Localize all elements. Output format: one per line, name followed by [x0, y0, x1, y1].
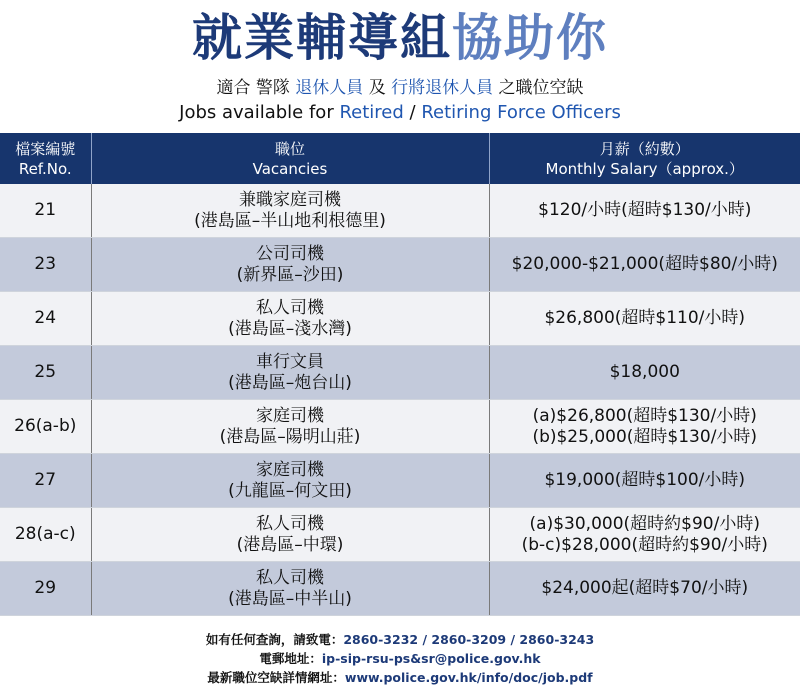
- table-row: [0, 400, 800, 454]
- banner-title: [192, 8, 608, 68]
- vacancy-title: 私人司機: [256, 567, 324, 588]
- salary-cell: [489, 238, 800, 292]
- banner-title-part-2: 協助你: [452, 9, 608, 67]
- ref-cell: 23: [0, 238, 91, 292]
- vacancy-title: 車行文員: [256, 351, 324, 372]
- vacancy-cell: [91, 562, 489, 616]
- subtitle-english: [0, 100, 800, 126]
- table-row: [0, 346, 800, 400]
- vacancy-location: (港島區–炮台山): [228, 372, 352, 393]
- header-salary: [489, 133, 800, 184]
- subtitle-en-highlight-1: Retired: [339, 102, 404, 123]
- web-label: 最新職位空缺詳情網址：: [207, 670, 345, 685]
- phone-line: [0, 630, 800, 649]
- header-ref-cn: 檔案編號: [15, 139, 76, 158]
- email-line: [0, 649, 800, 668]
- table-header-row: [0, 133, 800, 184]
- table-row: [0, 238, 800, 292]
- header-salary-en: Monthly Salary（approx.）: [545, 159, 744, 178]
- salary-line: (b)$25,000(超時$130/小時): [532, 426, 758, 447]
- vacancy-cell: [91, 454, 489, 508]
- salary-line: $24,000起(超時$70/小時): [541, 578, 749, 598]
- vacancy-cell: [91, 238, 489, 292]
- salary-line: $26,800(超時$110/小時): [544, 308, 746, 328]
- salary-cell: [489, 562, 800, 616]
- vacancy-location: (港島區–中半山): [228, 588, 352, 609]
- vacancy-location: (港島區–半山地利根德里): [194, 210, 386, 231]
- subtitle-cn-highlight-1: 退休人員: [295, 78, 364, 98]
- subtitle-en-highlight-2: Retiring Force Officers: [421, 102, 621, 123]
- subtitle-cn-text-1: 適合 警隊: [216, 78, 296, 98]
- ref-cell: 21: [0, 184, 91, 238]
- phone-label: 如有任何查詢，請致電：: [205, 632, 344, 647]
- vacancy-location: (港島區–陽明山莊): [219, 426, 361, 447]
- header-vacancies: [91, 133, 489, 184]
- subtitle-chinese: [0, 76, 800, 100]
- table-row: [0, 292, 800, 346]
- ref-cell: 25: [0, 346, 91, 400]
- banner: [0, 0, 800, 76]
- email-label: 電郵地址：: [259, 651, 322, 666]
- salary-line: (a)$26,800(超時$130/小時): [532, 405, 757, 426]
- subtitle-cn-text-3: 之職位空缺: [493, 78, 584, 98]
- header-ref-en: Ref.No.: [18, 159, 72, 178]
- email-link[interactable]: ip-sip-rsu-ps&sr@police.gov.hk: [321, 651, 541, 666]
- ref-cell: 29: [0, 562, 91, 616]
- subtitle-en-text-1: Jobs available for: [179, 102, 340, 123]
- subtitle-en-text-2: /: [403, 102, 422, 123]
- vacancy-location: (港島區–淺水灣): [228, 318, 352, 339]
- salary-cell: [489, 400, 800, 454]
- contact-footer: [0, 630, 800, 687]
- vacancy-cell: [91, 184, 489, 238]
- header-ref: [0, 133, 91, 184]
- salary-cell: [489, 292, 800, 346]
- vacancy-location: (新界區–沙田): [236, 264, 344, 285]
- table-row: [0, 508, 800, 562]
- salary-cell: [489, 454, 800, 508]
- salary-line: $20,000-$21,000(超時$80/小時): [511, 254, 778, 274]
- vacancy-title: 私人司機: [256, 297, 324, 318]
- salary-line: $19,000(超時$100/小時): [544, 470, 746, 490]
- vacancy-table: [0, 133, 800, 616]
- vacancy-title: 家庭司機: [256, 405, 324, 426]
- header-salary-cn: 月薪（約數）: [599, 139, 690, 158]
- salary-line: (a)$30,000(超時約$90/小時): [529, 513, 760, 534]
- table-row: [0, 184, 800, 238]
- vacancy-cell: [91, 346, 489, 400]
- web-link[interactable]: www.police.gov.hk/info/doc/job.pdf: [344, 670, 593, 685]
- salary-cell: [489, 346, 800, 400]
- ref-cell: 27: [0, 454, 91, 508]
- ref-cell: 24: [0, 292, 91, 346]
- subtitle-cn-highlight-2: 行將退休人員: [391, 78, 494, 98]
- ref-cell: 26(a-b): [0, 400, 91, 454]
- vacancy-location: (九龍區–何文田): [228, 480, 352, 501]
- salary-line: $18,000: [609, 362, 680, 382]
- vacancy-title: 私人司機: [256, 513, 324, 534]
- header-vacancies-cn: 職位: [274, 139, 305, 158]
- salary-cell: [489, 508, 800, 562]
- salary-line: $120/小時(超時$130/小時): [538, 200, 752, 220]
- vacancy-location: (港島區–中環): [236, 534, 344, 555]
- vacancy-title: 公司司機: [256, 243, 324, 264]
- salary-cell: [489, 184, 800, 238]
- table-row: [0, 562, 800, 616]
- vacancy-title: 家庭司機: [256, 459, 324, 480]
- salary-line: (b-c)$28,000(超時約$90/小時): [521, 534, 768, 555]
- web-line: [0, 668, 800, 687]
- vacancy-cell: [91, 400, 489, 454]
- ref-cell: 28(a-c): [0, 508, 91, 562]
- banner-title-part-1: 就業輔導組: [192, 9, 452, 67]
- vacancy-title: 兼職家庭司機: [239, 189, 341, 210]
- vacancy-cell: [91, 292, 489, 346]
- subtitle-cn-text-2: 及: [363, 78, 392, 98]
- vacancy-cell: [91, 508, 489, 562]
- phone-numbers[interactable]: 2860-3232 / 2860-3209 / 2860-3243: [343, 632, 595, 647]
- header-vacancies-en: Vacancies: [252, 159, 328, 178]
- table-row: [0, 454, 800, 508]
